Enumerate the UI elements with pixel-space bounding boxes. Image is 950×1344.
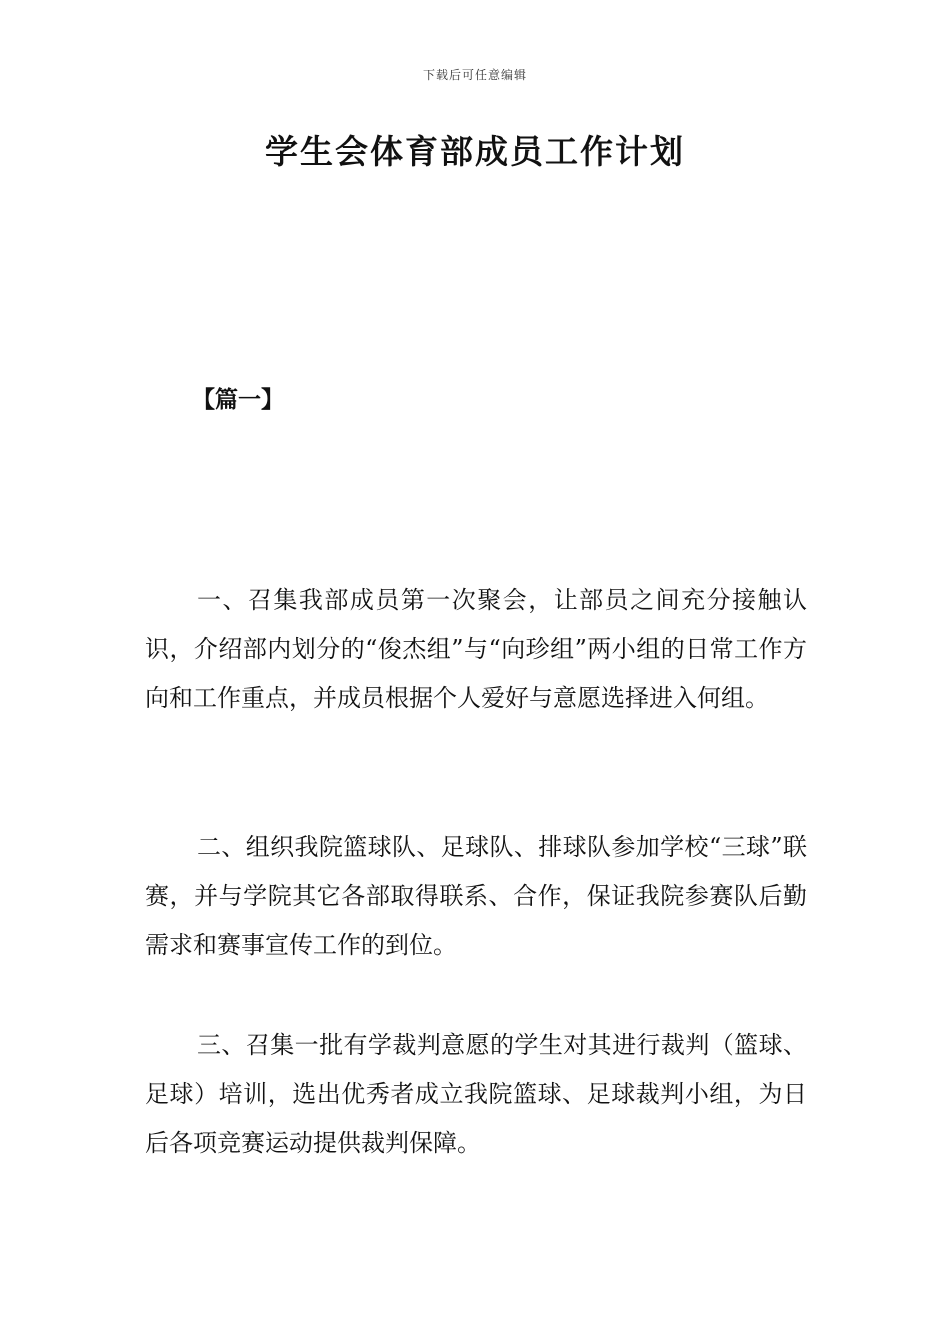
header-note: 下载后可任意编辑	[422, 68, 527, 82]
body-paragraph-2: 二、组织我院篮球队、足球队、排球队参加学校“三球”联赛，并与学院其它各部取得联系、合作，保证我院参赛队后勤需求和赛事宣传工作的到位。	[145, 833, 807, 959]
document-title: 学生会体育部成员工作计划	[265, 132, 685, 171]
body-paragraph-3: 三、召集一批有学裁判意愿的学生对其进行裁判（篮球、足球）培训，选出优秀者成立我院篮球、足球裁判小组，为日后各项竞赛运动提供裁判保障。	[145, 1031, 807, 1157]
section-label: 【篇一】	[192, 386, 284, 413]
body-paragraph-1: 一、召集我部成员第一次聚会，让部员之间充分接触认识，介绍部内划分的“俊杰组”与“向珍组”两小组的日常工作方向和工作重点，并成员根据个人爱好与意愿选择进入何组。	[145, 586, 807, 712]
